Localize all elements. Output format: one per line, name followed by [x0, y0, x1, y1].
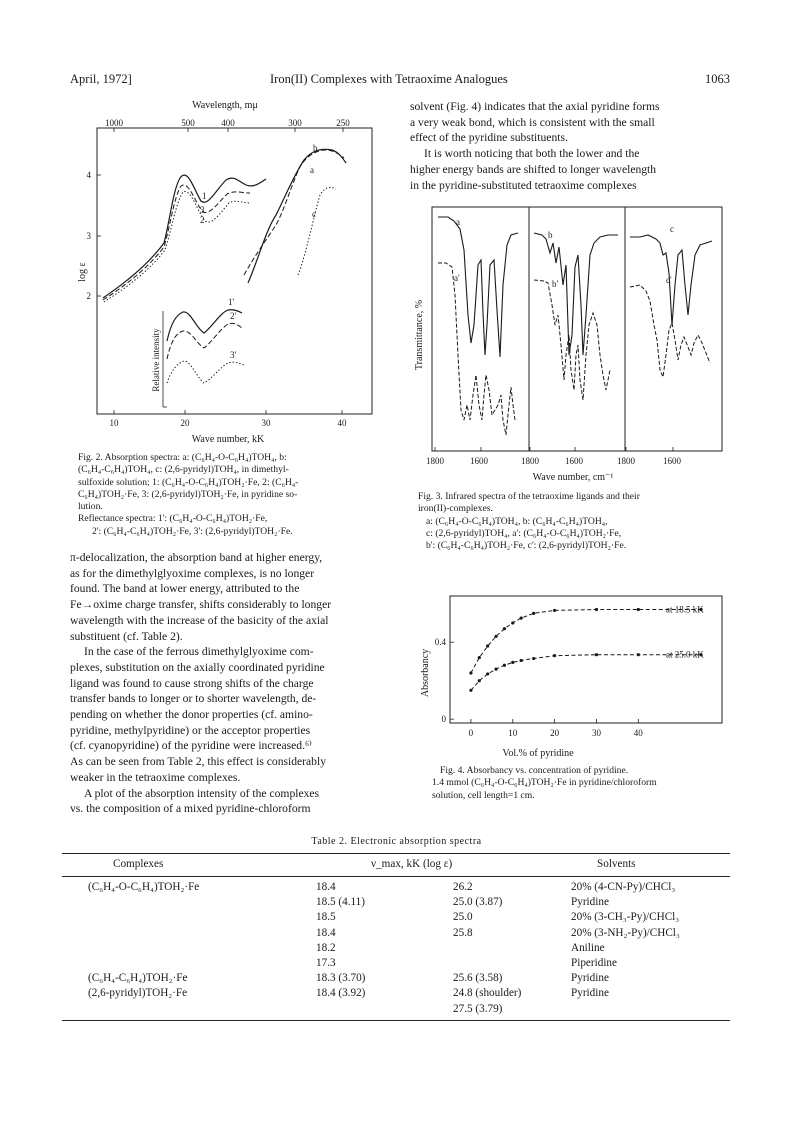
fig2-curve-b	[244, 150, 344, 275]
fig3-trace-b-prime	[534, 280, 610, 400]
fig2-top-axis-label: Wavelength, mμ	[192, 100, 258, 111]
table-cell	[88, 896, 316, 911]
table-cell: 18.5	[316, 911, 336, 924]
table-row	[0, 942, 731, 957]
table-cell: 20% (4-CN-Py)/CHCl₃	[571, 881, 676, 893]
caption-line: lution.	[78, 501, 103, 513]
table-cell	[88, 957, 316, 972]
text-line: Fe→oxime charge transfer, shifts considerably to longer	[70, 598, 332, 612]
fig4-x-tick: 40	[633, 728, 643, 738]
fig4-data-point	[532, 612, 535, 615]
fig3-trace-a	[438, 217, 518, 357]
fig2-label-1: 1	[202, 191, 207, 201]
table-cell	[88, 942, 316, 957]
fig4-data-point	[553, 609, 556, 612]
caption-line: a: (C₆H₄-O-C₆H₄)TOH₄, b: (C₆H₄-C₆H₄)TOH₄,	[426, 515, 608, 527]
table-cell: 20% (3-CH₃-Py)/CHCl₃	[571, 911, 680, 924]
table-cell: 18.5 (4.11)	[316, 896, 365, 909]
fig4-data-point	[637, 653, 640, 656]
fig4-series-line	[471, 610, 701, 674]
fig2-label-c: c	[312, 209, 316, 219]
fig4-x-label: Vol.% of pyridine	[502, 748, 574, 759]
fig2-curve-c	[298, 187, 336, 275]
fig2-x-label: Wave number, kK	[191, 434, 265, 445]
fig4-data-point	[478, 679, 481, 682]
page-number: 1063	[705, 72, 730, 86]
fig3-caption	[418, 491, 730, 552]
fig2-top-tick: 250	[336, 118, 350, 128]
fig4-data-point	[595, 653, 598, 656]
text-line: in the pyridine-substituted tetraoxime complexes	[410, 178, 637, 192]
fig4-x-tick: 10	[508, 728, 518, 738]
text-line: wavelength with the increase of the basicity of the axial	[70, 613, 329, 627]
fig2-inset-ylabel: Relative intensity	[151, 328, 161, 392]
fig4-x-tick: 20	[550, 728, 560, 738]
table-cell: 25.6 (3.58)	[453, 972, 503, 985]
running-header-left: April, 1972]	[70, 72, 132, 86]
fig3-x-tick: 1600	[565, 456, 583, 466]
table-row	[0, 927, 731, 942]
fig4-data-point	[532, 657, 535, 660]
fig4-data-point	[520, 659, 523, 662]
fig4-data-point	[511, 661, 514, 664]
table-cell: 18.3 (3.70)	[316, 972, 366, 985]
fig4-y-tick: 0	[441, 714, 446, 725]
fig3-x-tick: 1800	[521, 456, 539, 466]
text-line: A plot of the absorption intensity of the complexes	[84, 786, 320, 800]
fig4-data-point	[469, 671, 472, 674]
table-cell: Piperidine	[571, 956, 617, 969]
table-row	[0, 987, 731, 1002]
fig2-top-tick: 1000	[105, 118, 123, 128]
table-cell: 17.3	[316, 956, 336, 969]
table-row	[0, 1003, 731, 1018]
fig2-label-2p: 2'	[230, 311, 237, 321]
table-cell: (C₆H₄-C₆H₄)TOH₂·Fe	[88, 972, 188, 985]
table-cell: 18.4	[316, 926, 336, 939]
text-line: As can be seen from Table 2, this effect is considerably	[70, 755, 326, 769]
fig2-label-2: 2	[200, 215, 205, 225]
table-cell	[88, 911, 316, 926]
fig2-y-tick: 3	[86, 231, 91, 241]
table-row	[0, 972, 731, 987]
fig3-y-label: Transmittance, %	[414, 299, 425, 371]
table-cell: 18.4	[316, 881, 336, 893]
text-line: substituent (cf. Table 2).	[70, 629, 183, 643]
table-cell: 18.2	[316, 941, 336, 954]
fig3-trace-b	[534, 233, 618, 355]
fig3-infrared-spectra	[408, 205, 730, 485]
fig4-caption	[432, 765, 732, 802]
table-cell	[453, 942, 571, 957]
fig4-series-label: at 18.5 kK	[666, 604, 704, 615]
text-line: (cf. cyanopyridine) of the pyridine were increased.⁶⁾	[70, 739, 312, 753]
caption-line: Reflectance spectra: 1': (C₆H₄-O-C₆H₄)TOH₂·Fe,	[78, 513, 268, 525]
table-row	[0, 881, 731, 896]
running-header-title: Iron(II) Complexes with Tetraoxime Analogues	[270, 72, 508, 86]
fig4-data-point	[494, 635, 497, 638]
fig4-data-point	[469, 689, 472, 692]
fig2-curve-3p	[167, 361, 244, 383]
text-line: effect of the pyridine substituents.	[410, 131, 568, 145]
text-line: higher energy bands are shifted to longer wavelength	[410, 162, 657, 176]
table-cell: 26.2	[453, 881, 473, 893]
table-cell: 25.0 (3.87)	[453, 896, 503, 909]
caption-line: (C₆H₄-C₆H₄)TOH₄, c: (2,6-pyridyl)TOH₄, in dimethyl-	[78, 464, 289, 476]
fig3-x-tick: 1800	[617, 456, 635, 466]
fig2-label-3: 3	[200, 205, 205, 215]
text-line: solvent (Fig. 4) indicates that the axial pyridine forms	[410, 100, 660, 113]
fig2-x-tick: 20	[180, 418, 190, 428]
table-header: Solvents	[597, 858, 636, 870]
table-header: Complexes	[113, 858, 164, 870]
fig2-label-a: a	[310, 165, 314, 175]
fig4-data-point	[503, 627, 506, 630]
table-cell	[316, 1003, 453, 1018]
table-cell	[571, 1003, 731, 1018]
fig4-data-point	[553, 654, 556, 657]
fig4-series-line	[471, 655, 701, 691]
fig2-curve-1	[103, 175, 266, 298]
fig4-series-label: at 25.0 kK	[666, 649, 704, 660]
fig4-data-point	[511, 621, 514, 624]
table-cell: 20% (3-NH₂-Py)/CHCl₃	[571, 926, 680, 939]
fig2-curve-2	[103, 185, 250, 300]
fig2-top-tick: 400	[221, 118, 235, 128]
fig3-x-tick: 1800	[426, 456, 444, 466]
fig3-x-label: Wave number, cm⁻¹	[532, 472, 614, 483]
fig2-y-tick: 2	[86, 291, 91, 301]
fig4-x-tick: 0	[468, 728, 474, 738]
table-cell: 24.8 (shoulder)	[453, 987, 522, 1000]
fig4-y-label: Absorbancy	[420, 648, 431, 698]
fig2-label-1p: 1'	[228, 297, 235, 307]
caption-line: C₆H₄)TOH₂·Fe, 3: (2,6-pyridyl)TOH₂·Fe, in pyridine so-	[78, 488, 298, 500]
text-line: vs. the composition of a mixed pyridine-chloroform	[70, 802, 311, 816]
table-title: Table 2. Electronic absorption spectra	[311, 836, 482, 847]
fig3-label-c: c	[670, 224, 674, 234]
text-line: plexes, substitution on the axially coordinated pyridine	[70, 660, 325, 674]
text-line: In the case of the ferrous dimethylglyoxime com-	[84, 645, 314, 659]
text-line: It is worth noticing that both the lower and the	[424, 147, 640, 161]
caption-line: sulfoxide solution; 1: (C₆H₄-O-C₆H₄)TOH₂·Fe, 2: (C₆H₄-	[78, 476, 299, 488]
fig4-data-point	[486, 644, 489, 647]
caption-line: Fig. 2. Absorption spectra: a: (C₆H₄-O-C₆H₄)TOH₄, b:	[78, 452, 287, 463]
fig2-curve-3	[104, 192, 250, 302]
fig2-x-tick: 10	[109, 418, 119, 428]
caption-line: Fig. 3. Infrared spectra of the tetraoxime ligands and their	[418, 491, 640, 502]
text-line: found. The band at lower energy, attributed to the	[70, 582, 300, 596]
fig4-y-tick: 0.4	[434, 637, 446, 648]
fig2-label-b: b	[313, 143, 318, 153]
fig4-data-point	[486, 672, 489, 675]
fig2-x-tick: 30	[261, 418, 271, 428]
text-line: transfer bands to longer or to shorter wavelength, de-	[70, 692, 317, 706]
fig4-absorbancy-chart	[410, 588, 732, 763]
fig2-y-label: log ε	[77, 262, 88, 282]
text-line: as for the dimethylglyoxime complexes, is no longer	[70, 566, 315, 580]
text-line: a very weak bond, which is consistent with the small	[410, 115, 655, 129]
fig2-top-tick: 300	[288, 118, 302, 128]
text-line: ligand was found to cause strong shifts of the charge	[70, 676, 314, 690]
fig4-x-tick: 30	[591, 728, 601, 738]
table-cell: 25.8	[453, 926, 473, 939]
caption-line: b': (C₆H₄-C₆H₄)TOH₂·Fe, c': (2,6-pyridyl)TOH₂·Fe.	[426, 540, 627, 552]
table-cell: Pyridine	[571, 896, 609, 909]
table-cell: Aniline	[571, 941, 605, 954]
table-cell: Pyridine	[571, 987, 609, 1000]
fig3-label-c-prime: c'	[666, 275, 672, 285]
caption-line: 1.4 mmol (C₆H₄-O-C₆H₄)TOH₂·Fe in pyridine/chloroform	[432, 777, 657, 789]
caption-line: iron(II)-complexes.	[418, 503, 493, 515]
table-cell	[453, 957, 571, 972]
right-column-text	[410, 99, 728, 193]
table-cell	[88, 1003, 316, 1018]
text-line: pending on whether the donor properties (cf. amino-	[70, 708, 313, 722]
fig4-data-point	[494, 668, 497, 671]
table-cell: (C₆H₄-O-C₆H₄)TOH₂·Fe	[88, 881, 200, 893]
fig2-caption	[78, 452, 383, 538]
left-column-text	[70, 550, 388, 817]
table-cell: 18.4 (3.92)	[316, 987, 366, 1000]
caption-line: solution, cell length=1 cm.	[432, 789, 535, 801]
caption-line: Fig. 4. Absorbancy vs. concentration of pyridine.	[440, 765, 629, 776]
fig4-data-point	[503, 664, 506, 667]
table-row	[0, 896, 731, 911]
fig2-curve-a	[248, 149, 346, 283]
text-line: weaker in the tetraoxime complexes.	[70, 770, 241, 784]
table-header: ν_max, kK (log ε)	[371, 858, 453, 870]
caption-line: c: (2,6-pyridyl)TOH₄, a': (C₆H₄-O-C₆H₄)TOH₂·Fe,	[426, 527, 622, 539]
caption-line: 2': (C₆H₄-C₆H₄)TOH₂·Fe, 3': (2,6-pyridyl)TOH₂·Fe.	[92, 525, 293, 537]
table-cell	[88, 927, 316, 942]
fig3-x-tick: 1600	[663, 456, 681, 466]
fig2-absorption-spectra	[70, 95, 385, 450]
fig4-data-point	[595, 608, 598, 611]
table-row	[0, 957, 731, 972]
fig3-label-a-prime: a'	[454, 273, 460, 283]
fig2-y-tick: 4	[86, 170, 91, 180]
fig2-label-3p: 3'	[230, 350, 237, 360]
fig3-frame	[432, 207, 722, 451]
fig2-inset	[151, 297, 244, 407]
fig2-x-tick: 40	[337, 418, 347, 428]
text-line: π-delocalization, the absorption band at higher energy,	[70, 551, 323, 564]
table-cell: 25.0	[453, 911, 473, 924]
table-2	[0, 881, 731, 1018]
table-cell: 27.5 (3.79)	[453, 1002, 503, 1015]
table-cell: (2,6-pyridyl)TOH₂·Fe	[88, 987, 188, 1000]
table-row	[0, 911, 731, 926]
table-cell: Pyridine	[571, 972, 609, 985]
fig4-data-point	[520, 617, 523, 620]
fig4-data-point	[637, 608, 640, 611]
fig2-top-tick: 500	[181, 118, 195, 128]
fig3-label-b-prime: b'	[552, 279, 559, 289]
fig4-data-point	[478, 656, 481, 659]
fig3-label-b: b	[548, 230, 553, 240]
fig3-x-tick: 1600	[470, 456, 488, 466]
fig3-label-a: a	[456, 217, 460, 227]
text-line: pyridine, methylpyridine) or the acceptor properties	[70, 723, 311, 737]
